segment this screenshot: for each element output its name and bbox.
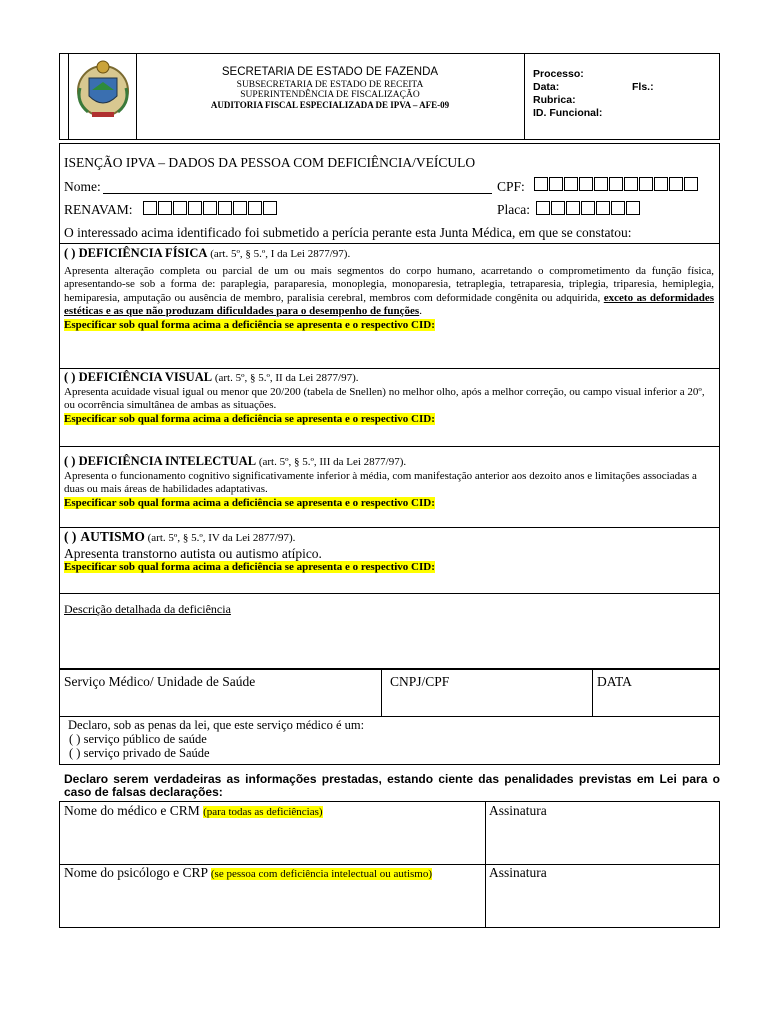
header-sub3: AUDITORIA FISCAL ESPECIALIZADA DE IPVA – AFE-09 — [210, 100, 450, 110]
fisica-body-end: . — [419, 305, 422, 317]
cpf-boxes[interactable] — [534, 177, 699, 191]
visual-body: Apresenta acuidade visual igual ou menor que 20/200 (tabela de Snellen) no melhor olho, após a melhor correção, ou campo visual inferior a 20º, ou ocorrência simultânea de ambas as situações. — [64, 385, 705, 411]
autismo-check[interactable]: ( ) — [64, 529, 77, 544]
intelectual-ref: (art. 5º, § 5.º, III da Lei 2877/97). — [256, 456, 407, 468]
coat-of-arms-logo — [74, 58, 132, 120]
processo-label: Processo: — [533, 68, 584, 80]
psicologo-label: Nome do psicólogo e CRP (se pessoa com deficiência intelectual ou autismo) — [64, 865, 433, 880]
descricao-label: Descrição detalhada da deficiência — [64, 602, 231, 616]
option-publico[interactable]: ( ) serviço público de saúde — [69, 732, 207, 746]
medico-label: Nome do médico e CRM (para todas as deficiências) — [64, 803, 323, 818]
nome-label: Nome: — [64, 179, 101, 194]
medico-note: (para todas as deficiências) — [203, 806, 323, 818]
servico-data-label: DATA — [597, 674, 632, 689]
header-title: SECRETARIA DE ESTADO DE FAZENDA — [221, 66, 439, 78]
intelectual-spec: Especificar sob qual forma acima a deficiência se apresenta e o respectivo CID: — [64, 496, 435, 509]
fisica-body-bold: exceto as deformidades estéticas e as que não produzam dificuldades para o desempenho de funções — [64, 291, 714, 317]
visual-title: DEFICIÊNCIA VISUAL — [78, 370, 213, 384]
autismo-ref: (art. 5º, § 5.º, IV da Lei 2877/97). — [144, 532, 296, 544]
visual-ref: (art. 5º, § 5.º, II da Lei 2877/97). — [212, 372, 359, 384]
fisica-title: DEFICIÊNCIA FÍSICA — [78, 246, 208, 260]
psicologo-note: (se pessoa com deficiência intelectual ou autismo) — [210, 868, 433, 880]
autismo-title: AUTISMO — [80, 529, 145, 544]
visual-check[interactable]: ( ) — [64, 370, 76, 384]
autismo-body: Apresenta transtorno autista ou autismo atípico. — [64, 545, 322, 561]
declaro-text: Declaro, sob as penas da lei, que este serviço médico é um: — [68, 718, 365, 732]
intelectual-title: DEFICIÊNCIA INTELECTUAL — [78, 454, 257, 468]
cpf-label: CPF: — [497, 179, 525, 194]
intelectual-body: Apresenta o funcionamento cognitivo significativamente inferior à média, com manifestação anterior aos dezoito anos e limitações associadas a duas ou mais áreas de habilidades adaptativas. — [64, 469, 697, 495]
renavam-boxes[interactable] — [143, 201, 278, 215]
placa-label: Placa: — [497, 202, 530, 217]
intro-text: O interessado acima identificado foi submetido a perícia perante esta Junta Médica, em que se constatou: — [64, 225, 632, 240]
id-funcional-label: ID. Funcional: — [533, 107, 603, 119]
form-title: ISENÇÃO IPVA – DADOS DA PESSOA COM DEFICIÊNCIA/VEÍCULO — [64, 155, 476, 170]
rubrica-label: Rubrica: — [533, 94, 576, 106]
medico-assinatura-label: Assinatura — [489, 803, 547, 818]
fisica-body: Apresenta alteração completa ou parcial de um ou mais segmentos do corpo humano, acarretando o comprometimento da função física, apresentando-se sob a forma de: paraplegia, paraparesia, monoplegia, monoparesia, tetraplegia, tetraparesia, triplegia, triparesia, hemiplegia, hemiparesia, amputação ou ausência de membro, paralisia cerebral, membros com deformidade congênita ou adquirida, — [64, 264, 714, 304]
intelectual-check[interactable]: ( ) — [64, 454, 76, 468]
section-intelectual — [64, 454, 714, 510]
psicologo-assinatura-label: Assinatura — [489, 865, 547, 880]
option-privado[interactable]: ( ) serviço privado de Saúde — [69, 746, 210, 760]
section-autismo — [64, 529, 714, 574]
autismo-spec: Especificar sob qual forma acima a deficiência se apresenta e o respectivo CID: — [64, 560, 435, 573]
declaration-text: Declaro serem verdadeiras as informações prestadas, estando ciente das penalidades previstas em Lei para o caso de falsas declarações: — [64, 772, 720, 799]
fls-label: Fls.: — [632, 81, 654, 93]
servico-label: Serviço Médico/ Unidade de Saúde — [64, 674, 256, 689]
cnpj-label: CNPJ/CPF — [390, 674, 450, 689]
nome-field[interactable] — [103, 193, 492, 194]
section-visual — [64, 370, 714, 426]
data-label: Data: — [533, 81, 560, 93]
header-sub2: SUPERINTENDÊNCIA DE FISCALIZAÇÃO — [240, 90, 420, 100]
fisica-spec: Especificar sob qual forma acima a deficiência se apresenta e o respectivo CID: — [64, 318, 435, 331]
section-fisica — [64, 246, 714, 332]
visual-spec: Especificar sob qual forma acima a deficiência se apresenta e o respectivo CID: — [64, 412, 435, 425]
renavam-label: RENAVAM: — [64, 202, 133, 217]
fisica-ref: (art. 5º, § 5.º, I da Lei 2877/97). — [207, 248, 351, 260]
placa-boxes[interactable] — [536, 201, 641, 215]
header-sub1: SUBSECRETARIA DE ESTADO DE RECEITA — [236, 80, 424, 90]
fisica-check[interactable]: ( ) — [64, 246, 76, 260]
